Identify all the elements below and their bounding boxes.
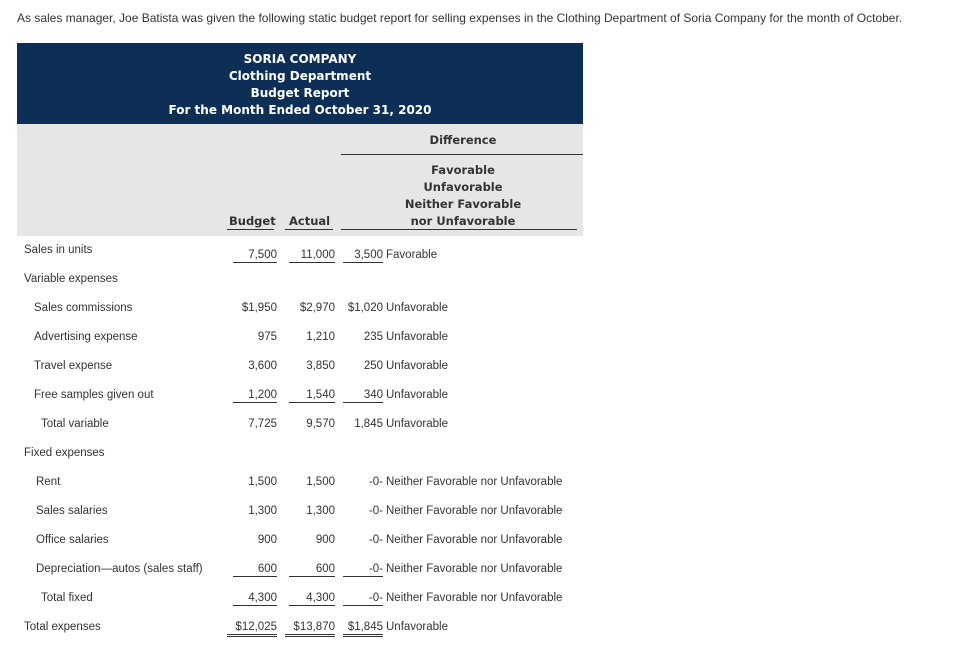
- budget-value: 7,500: [233, 249, 277, 263]
- difference-value: 250: [363, 360, 383, 372]
- difference-status: Unfavorable: [386, 302, 449, 314]
- budget-value: 600: [233, 563, 277, 577]
- difference-value: 340: [343, 389, 383, 403]
- difference-value: -0-: [368, 534, 383, 546]
- favorable-header: Favorable: [431, 163, 495, 177]
- difference-status: Unfavorable: [386, 360, 449, 372]
- actual-value: 4,300: [289, 592, 335, 606]
- neither-header-line2: nor Unfavorable: [410, 214, 516, 228]
- actual-value: 11,000: [289, 249, 335, 263]
- difference-status: Neither Favorable nor Unfavorable: [386, 563, 563, 575]
- row-label: Rent: [36, 476, 61, 488]
- difference-header: Difference: [429, 133, 497, 147]
- difference-status: Unfavorable: [386, 621, 449, 633]
- budget-value: 1,200: [233, 389, 277, 403]
- row-label: Advertising expense: [34, 331, 138, 343]
- actual-rule: [285, 229, 333, 230]
- row-label: Depreciation—autos (sales staff): [36, 563, 203, 575]
- difference-value: -0-: [368, 505, 383, 517]
- actual-value: $13,870: [285, 621, 335, 637]
- row-label: Total variable: [41, 418, 109, 430]
- row-label: Total fixed: [41, 592, 93, 604]
- difference-value: 235: [363, 331, 383, 343]
- actual-header: Actual: [289, 214, 331, 228]
- difference-value: 3,500: [343, 249, 383, 263]
- report-title: Budget Report: [250, 86, 350, 100]
- actual-value: 1,500: [306, 476, 335, 488]
- difference-value: -0-: [368, 476, 383, 488]
- actual-value: 1,210: [306, 331, 335, 343]
- difference-value: $1,020: [347, 302, 383, 314]
- report-header: [17, 43, 583, 124]
- neither-header-line1: Neither Favorable: [404, 197, 522, 211]
- actual-value: 1,540: [289, 389, 335, 403]
- column-header: [17, 124, 583, 236]
- budget-value: $12,025: [227, 621, 277, 637]
- row-label: Travel expense: [34, 360, 113, 372]
- section-label-variable: Variable expenses: [24, 273, 118, 285]
- actual-value: 3,850: [306, 360, 335, 372]
- report-period: For the Month Ended October 31, 2020: [168, 103, 432, 117]
- difference-status: Neither Favorable nor Unfavorable: [386, 592, 563, 604]
- budget-value: 1,500: [248, 476, 277, 488]
- budget-value: 975: [257, 331, 277, 343]
- budget-value: 3,600: [248, 360, 277, 372]
- difference-status: Unfavorable: [386, 389, 449, 401]
- row-label: Sales commissions: [34, 302, 133, 314]
- row-label: Office salaries: [36, 534, 109, 546]
- row-label: Free samples given out: [34, 389, 154, 401]
- unfavorable-header: Unfavorable: [423, 180, 503, 194]
- difference-value: -0-: [343, 563, 383, 577]
- difference-value: $1,845: [343, 621, 383, 637]
- budget-value: 4,300: [233, 592, 277, 606]
- company-name: SORIA COMPANY: [243, 52, 357, 66]
- difference-value: -0-: [343, 592, 383, 606]
- difference-status: Neither Favorable nor Unfavorable: [386, 505, 563, 517]
- actual-value: 9,570: [306, 418, 335, 430]
- budget-rule: [227, 229, 274, 230]
- actual-value: 600: [289, 563, 335, 577]
- budget-header: Budget: [229, 214, 276, 228]
- difference-status: Unfavorable: [386, 331, 449, 343]
- actual-value: $2,970: [299, 302, 335, 314]
- budget-value: 900: [257, 534, 277, 546]
- difference-status: Unfavorable: [386, 418, 449, 430]
- actual-value: 900: [315, 534, 335, 546]
- difference-status: Neither Favorable nor Unfavorable: [386, 534, 563, 546]
- difference-status: Neither Favorable nor Unfavorable: [386, 476, 563, 488]
- row-label: Total expenses: [24, 621, 101, 633]
- difference-rule: [341, 154, 583, 155]
- section-label-fixed: Fixed expenses: [24, 447, 105, 459]
- actual-value: 1,300: [306, 505, 335, 517]
- budget-value: $1,950: [241, 302, 277, 314]
- intro-text: As sales manager, Joe Batista was given the following static budget report for selling expenses in the Clothing Department of Soria Company for the month of October.: [17, 11, 903, 25]
- difference-col-rule: [341, 229, 577, 230]
- difference-value: 1,845: [354, 418, 383, 430]
- budget-value: 1,300: [248, 505, 277, 517]
- budget-value: 7,725: [248, 418, 277, 430]
- row-label: Sales in units: [24, 244, 93, 256]
- difference-status: Favorable: [386, 249, 438, 261]
- department-name: Clothing Department: [228, 69, 372, 83]
- row-label: Sales salaries: [36, 505, 108, 517]
